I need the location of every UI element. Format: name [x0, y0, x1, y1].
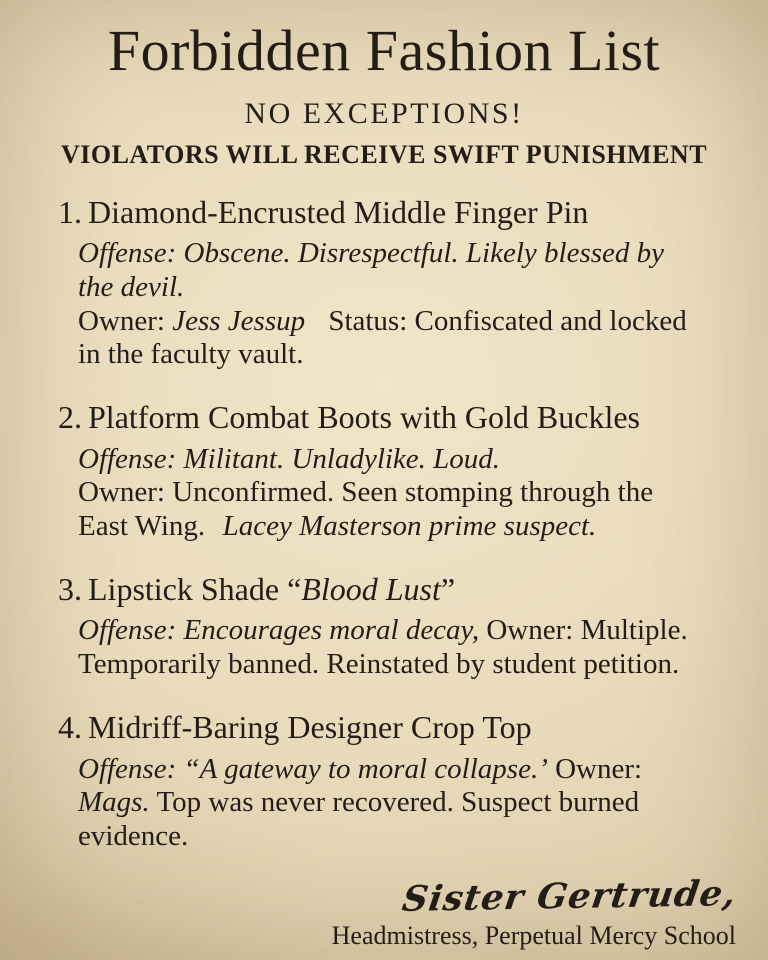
item-title: [58, 399, 724, 436]
item-number: 2.: [58, 398, 82, 435]
forbidden-items-list: [0, 170, 768, 854]
owner-label: Owner:: [78, 304, 165, 337]
owner-label: Owner:: [555, 752, 643, 785]
subtitle-no-exceptions: NO EXCEPTIONS!: [244, 96, 524, 130]
offense-line: [78, 237, 693, 304]
owner-note: Lacey Masterson prime suspect.: [222, 510, 597, 543]
signature-name: Sister Gertrude,: [399, 873, 740, 921]
item-number: 1.: [58, 193, 82, 230]
item-title-text: Midriff-Baring Designer Crop Top: [88, 708, 532, 745]
owner-text: Unconfirmed. Seen stomping through the East Wing.: [78, 476, 654, 543]
poster-header: [0, 0, 768, 170]
signature-block: [0, 873, 768, 951]
offense-text: “A gateway to moral collapse.’: [183, 752, 548, 785]
page-title: Forbidden Fashion List: [107, 18, 661, 83]
offense-line: [78, 443, 693, 477]
item-title-close-quote: ”: [440, 570, 456, 607]
owner-label: Owner:: [486, 614, 574, 647]
owner-text: Multiple. Temporarily banned. Reinstated by student petition.: [78, 614, 688, 681]
owner-text: Top was never recovered. Suspect burned evidence.: [78, 786, 640, 852]
owner-name: Mags.: [78, 786, 150, 819]
owner-line: [78, 305, 693, 372]
offense-label: Offense:: [78, 442, 177, 475]
subtitle-violators: VIOLATORS WILL RECEIVE SWIFT PUNISHMENT: [60, 139, 708, 169]
list-item-1: [58, 193, 724, 372]
item-title: [58, 709, 724, 746]
signature-role: Headmistress, Perpetual Mercy School: [331, 920, 736, 950]
offense-label: Offense:: [78, 237, 177, 270]
item-title: [58, 194, 724, 231]
list-item-4: [58, 708, 724, 854]
offense-owner-line: [78, 614, 693, 681]
offense-text: Militant. Unladylike. Loud.: [183, 442, 501, 475]
owner-line: [78, 476, 693, 543]
owner-label: Owner:: [78, 476, 165, 509]
offense-text: Obscene. Disrespectful. Likely blessed by the devil.: [78, 237, 665, 304]
status-label: Status:: [328, 304, 408, 337]
status-text: Confiscated and locked in the faculty vault.: [78, 304, 687, 371]
item-number: 4.: [58, 708, 82, 745]
item-title-text: Lipstick Shade “: [88, 570, 302, 607]
list-item-2: [58, 398, 724, 544]
item-title: [58, 571, 724, 608]
offense-label: Offense:: [78, 614, 177, 647]
offense-owner-line: [78, 753, 693, 854]
item-number: 3.: [58, 570, 82, 607]
offense-text: Encourages moral decay,: [183, 614, 480, 647]
item-title-text: Platform Combat Boots with Gold Buckles: [88, 398, 640, 435]
item-title-text: Diamond-Encrusted Middle Finger Pin: [88, 193, 589, 230]
offense-label: Offense:: [78, 752, 177, 785]
item-title-emphasis: Blood Lust: [301, 570, 441, 607]
owner-name: Jess Jessup: [172, 304, 306, 337]
list-item-3: [58, 570, 724, 682]
